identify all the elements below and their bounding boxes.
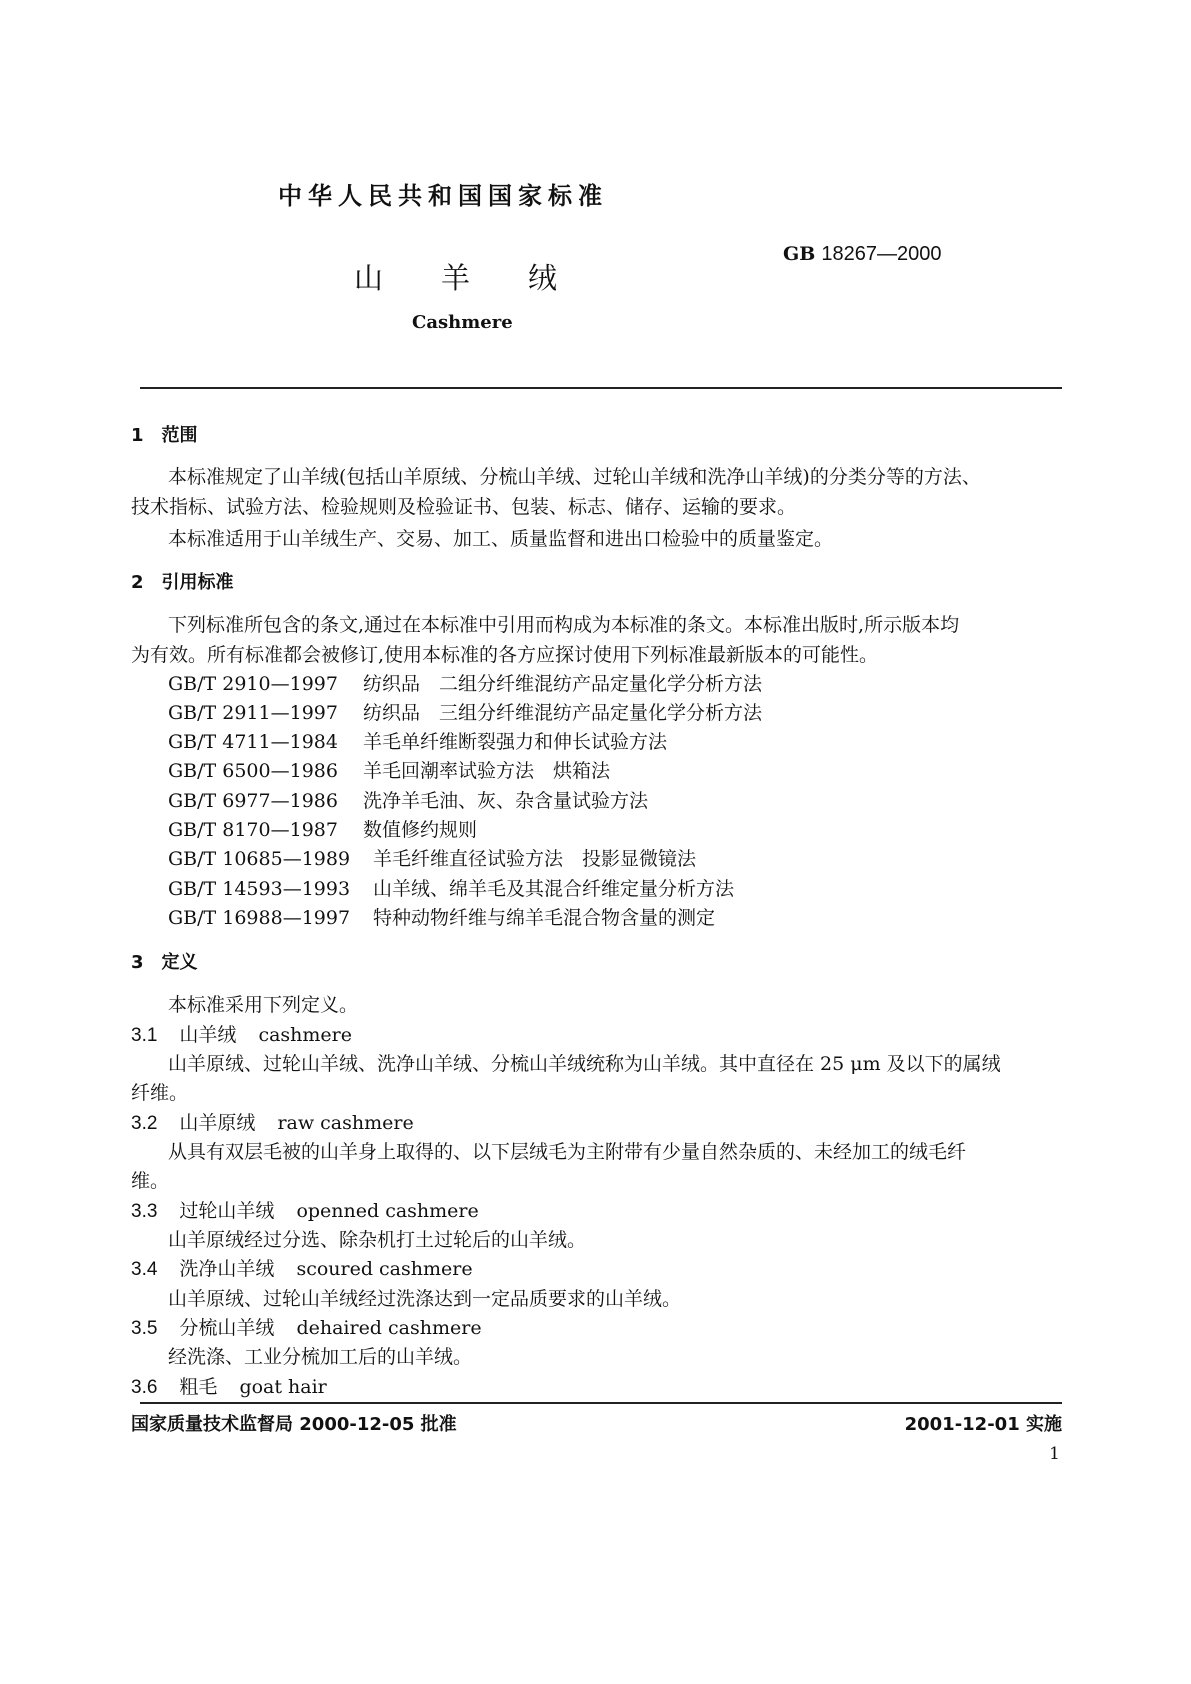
- reference-code: GB/T 10685—1989: [168, 848, 351, 870]
- definition-term-zh: 山羊原绒: [179, 1112, 256, 1134]
- definition-term-zh: 过轮山羊绒: [179, 1200, 275, 1222]
- definition-number: 3.1: [131, 1025, 158, 1046]
- reference-item: [168, 698, 762, 725]
- section-3-intro: 本标准采用下列定义。: [168, 994, 359, 1016]
- reference-code: GB/T 4711—1984: [168, 731, 338, 753]
- document-title: 山 羊 绒: [354, 261, 558, 295]
- section-1-paragraph-1-line-2: 技术指标、试验方法、检验规则及检验证书、包装、标志、储存、运输的要求。: [131, 496, 797, 518]
- effective-date: 2001-12-01 实施: [904, 1414, 1062, 1435]
- definition-term-zh: 粗毛: [179, 1376, 218, 1398]
- reference-item: [168, 786, 648, 813]
- definition-term: [131, 1196, 479, 1223]
- section-2-heading: 2 引用标准: [131, 572, 234, 593]
- reference-title: 洗净羊毛油、灰、杂含量试验方法: [363, 790, 649, 812]
- definition-text-line: 山羊原绒、过轮山羊绒经过洗涤达到一定品质要求的山羊绒。: [168, 1288, 682, 1310]
- section-2-intro-line-2: 为有效。所有标准都会被修订,使用本标准的各方应探讨使用下列标准最新版本的可能性。: [131, 644, 879, 666]
- definition-number: 3.5: [131, 1318, 158, 1339]
- definition-text-line: 经洗涤、工业分梳加工后的山羊绒。: [168, 1346, 473, 1368]
- reference-code: GB/T 14593—1993: [168, 878, 351, 900]
- definition-number: 3.2: [131, 1113, 158, 1134]
- reference-title: 特种动物纤维与绵羊毛混合物含量的测定: [373, 907, 716, 929]
- reference-item: [168, 756, 610, 783]
- definition-term-zh: 洗净山羊绒: [179, 1258, 275, 1280]
- reference-item: [168, 874, 734, 901]
- reference-item: [168, 903, 715, 930]
- reference-item: [168, 669, 762, 696]
- definition-term-en: openned cashmere: [296, 1200, 479, 1222]
- definition-term: [131, 1313, 482, 1340]
- standard-code-number: 18267—2000: [821, 243, 942, 265]
- reference-title: 数值修约规则: [363, 819, 478, 841]
- header-rule: [140, 387, 1062, 389]
- reference-code: GB/T 2910—1997: [168, 673, 338, 695]
- reference-code: GB/T 6977—1986: [168, 790, 338, 812]
- reference-code: GB/T 8170—1987: [168, 819, 338, 841]
- approval-info: 国家质量技术监督局 2000-12-05 批准: [131, 1414, 457, 1435]
- page-number: 1: [1049, 1444, 1060, 1464]
- definition-term-en: raw cashmere: [277, 1112, 414, 1134]
- reference-title: 纺织品 二组分纤维混纺产品定量化学分析方法: [363, 673, 763, 695]
- country-standard-title: 中华人民共和国国家标准: [278, 182, 608, 210]
- section-1-paragraph-2: 本标准适用于山羊绒生产、交易、加工、质量监督和进出口检验中的质量鉴定。: [168, 528, 834, 550]
- reference-code: GB/T 16988—1997: [168, 907, 351, 929]
- section-1-paragraph-1-line-1: 本标准规定了山羊绒(包括山羊原绒、分梳山羊绒、过轮山羊绒和洗净山羊绒)的分类分等的方法、: [168, 466, 981, 488]
- reference-title: 羊毛回潮率试验方法 烘箱法: [363, 760, 611, 782]
- definition-number: 3.6: [131, 1377, 158, 1398]
- reference-title: 纺织品 三组分纤维混纺产品定量化学分析方法: [363, 702, 763, 724]
- section-2-intro-line-1: 下列标准所包含的条文,通过在本标准中引用而构成为本标准的条文。本标准出版时,所示版本均: [168, 614, 960, 636]
- definition-text-line: 维。: [131, 1170, 170, 1192]
- definition-term: [131, 1020, 352, 1047]
- english-title: Cashmere: [412, 312, 513, 333]
- definition-number: 3.4: [131, 1259, 158, 1280]
- reference-item: [168, 727, 667, 754]
- definition-term: [131, 1254, 473, 1281]
- reference-code: GB/T 2911—1997: [168, 702, 338, 724]
- standard-code: [783, 243, 941, 266]
- definition-term-en: scoured cashmere: [296, 1258, 473, 1280]
- definition-number: 3.3: [131, 1201, 158, 1222]
- definition-term-zh: 分梳山羊绒: [179, 1317, 275, 1339]
- definition-text-line: 山羊原绒、过轮山羊绒、洗净山羊绒、分梳山羊绒统称为山羊绒。其中直径在 25 μm 及以下的属绒: [168, 1053, 1001, 1075]
- standard-code-prefix: GB: [783, 243, 816, 265]
- reference-title: 山羊绒、绵羊毛及其混合纤维定量分析方法: [373, 878, 735, 900]
- section-3-heading: 3 定义: [131, 952, 198, 973]
- reference-title: 羊毛单纤维断裂强力和伸长试验方法: [363, 731, 668, 753]
- reference-item: [168, 844, 696, 871]
- definition-term: [131, 1108, 414, 1135]
- section-1-heading: 1 范围: [131, 425, 198, 446]
- definition-term-en: goat hair: [239, 1376, 327, 1398]
- reference-title: 羊毛纤维直径试验方法 投影显微镜法: [373, 848, 697, 870]
- definition-term-en: dehaired cashmere: [296, 1317, 482, 1339]
- reference-code: GB/T 6500—1986: [168, 760, 338, 782]
- definition-text-line: 从具有双层毛被的山羊身上取得的、以下层绒毛为主附带有少量自然杂质的、未经加工的绒毛纤: [168, 1141, 967, 1163]
- reference-item: [168, 815, 477, 842]
- definition-term: [131, 1372, 327, 1399]
- definition-text-line: 纤维。: [131, 1082, 189, 1104]
- definition-text-line: 山羊原绒经过分选、除杂机打土过轮后的山羊绒。: [168, 1229, 587, 1251]
- footer-rule: [140, 1402, 1062, 1404]
- definition-term-en: cashmere: [258, 1024, 352, 1046]
- definition-term-zh: 山羊绒: [179, 1024, 237, 1046]
